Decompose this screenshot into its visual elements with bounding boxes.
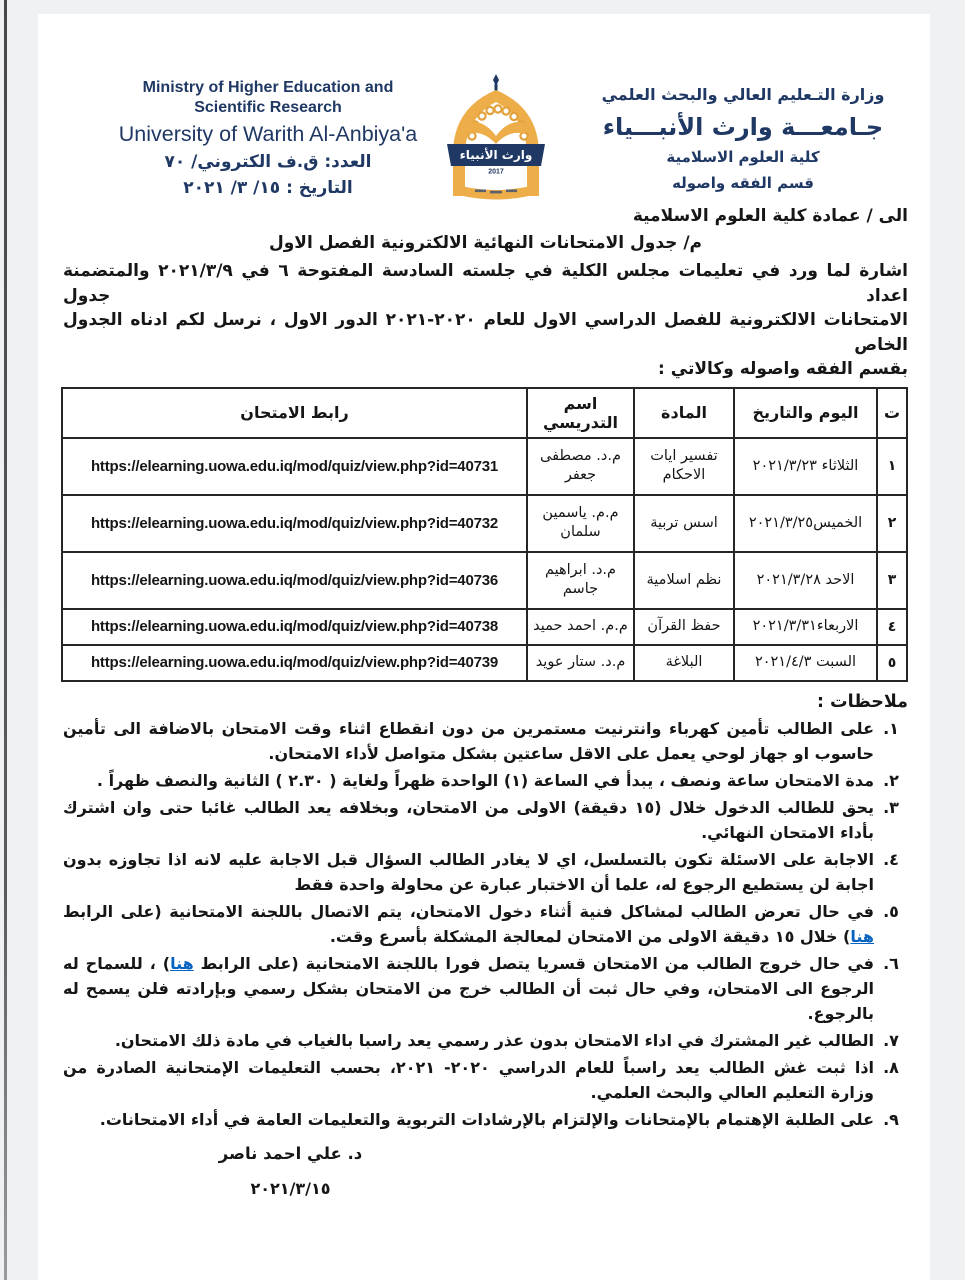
ministry-name-en-line2: Scientific Research bbox=[194, 99, 342, 116]
note-text: يحق للطالب الدخول خلال (١٥ دقيقة) الاولى من الامتحان، وبخلافه يعد الطالب غائبا حتى وان اشترك بأداء الامتحان النهائي. bbox=[63, 797, 875, 842]
note-number: ٤. bbox=[883, 849, 899, 869]
table-row bbox=[62, 552, 907, 609]
note-number: ٧. bbox=[883, 1030, 899, 1050]
note-text-segment: ) ، للسماح له الرجوع الى الامتحان، وفي حال ثبت أن الطالب خرج من الامتحان بشكل رسمي وبإرادته فلن يسمح له بالرجوع. bbox=[63, 953, 874, 1023]
row-number: ٢ bbox=[877, 495, 907, 552]
note-text: مدة الامتحان ساعة ونصف ، يبدأ في الساعة (١) الواحدة ظهراً ولغاية ( ٢.٣٠ ) الثانية والنصف ظهراً . bbox=[96, 770, 874, 790]
row-teacher: م.م. ياسمين سلمان bbox=[527, 495, 634, 552]
note-text-segment: في حال خروج الطالب من الامتحان قسريا يتصل فورا باللجنة الامتحانية (على الرابط bbox=[193, 953, 875, 973]
note-text: على الطالب تأمين كهرباء وانترنيت مستمرين من دون انقطاع اثناء وقت الامتحان بالاضافة الى تأمين حاسوب او جهاز لوحي يعمل على الاقل ساعتين بشكل متواصل لأداء الامتحان. bbox=[63, 718, 874, 763]
row-teacher: م.د. مصطفى جعفر bbox=[527, 438, 634, 495]
subject-line: م/ جدول الامتحانات النهائية الالكترونية الفصل الاول bbox=[268, 233, 703, 253]
row-subject: تفسير ايات الاحكام bbox=[634, 438, 734, 495]
intro-line: اشارة لما ورد في تعليمات مجلس الكلية في جلسته السادسة المفتوحة ٦ في ٢٠٢١/٣/٩ والمتضمنة اعداد جدول bbox=[63, 261, 908, 306]
note-text bbox=[63, 899, 874, 949]
table-row bbox=[62, 438, 907, 495]
intro-paragraph bbox=[63, 259, 908, 382]
signature-block bbox=[203, 1142, 378, 1200]
note-text-segment: في حال تعرض الطالب لمشاكل فنية أثناء دخول الامتحان، يتم الاتصال باللجنة الامتحانية (على الرابط bbox=[63, 901, 874, 921]
row-exam-url: https://elearning.uowa.edu.iq/mod/quiz/view.php?id=40731 bbox=[62, 438, 527, 495]
intro-line: الامتحانات الالكترونية للفصل الدراسي الاول للعام ٢٠٢٠-٢٠٢١ الدور الاول ، نرسل لكم ادناه الجدول الخاص bbox=[63, 310, 908, 355]
row-teacher: م.م. احمد حميد bbox=[527, 609, 634, 645]
row-day-date: الاحد ٢٠٢١/٣/٢٨ bbox=[734, 552, 877, 609]
ministry-name-en-line1: Ministry of Higher Education and bbox=[142, 79, 394, 96]
header-arabic bbox=[578, 84, 908, 193]
row-teacher: م.د. ابراهيم جاسم bbox=[527, 552, 634, 609]
row-day-date: السبت ٢٠٢١/٤/٣ bbox=[734, 645, 877, 681]
note-item bbox=[63, 1055, 908, 1105]
table-row bbox=[62, 609, 907, 645]
row-number: ٤ bbox=[877, 609, 907, 645]
row-subject: اسس تربية bbox=[634, 495, 734, 552]
university-name-en: University of Warith Al-Anbiya'a bbox=[118, 122, 418, 146]
notes-title: ملاحظات : bbox=[816, 691, 908, 712]
note-text-segment: ) خلال ١٥ دقيقة الاولى من الامتحان لمعالجة المشكلة بأسرع وقت. bbox=[329, 926, 851, 946]
signatory-name: د. علي احمد ناصر bbox=[218, 1143, 363, 1163]
document-page bbox=[38, 14, 930, 1280]
intro-line: بقسم الفقه واصوله وكالاتي : bbox=[658, 359, 908, 379]
note-number: ١. bbox=[883, 718, 899, 738]
note-item bbox=[63, 1028, 908, 1053]
note-number: ٦. bbox=[883, 953, 899, 973]
note-text: الطالب غير المشترك في اداء الامتحان بدون عذر رسمي يعد راسبا بالغياب في مادة ذلك الامتحان. bbox=[114, 1030, 874, 1050]
signature-date: ٢٠٢١/٣/١٥ bbox=[250, 1178, 331, 1198]
table-row bbox=[62, 495, 907, 552]
note-text: الاجابة على الاسئلة تكون بالتسلسل، اي لا يغادر الطالب السؤال قبل الاجابة عليه لانه اذا تجاوزه بدون اجابة لن يستطيع الرجوع له، علما أن الاختبار عبارة عن محاولة واحدة فقط bbox=[63, 849, 874, 894]
row-exam-url: https://elearning.uowa.edu.iq/mod/quiz/view.php?id=40736 bbox=[62, 552, 527, 609]
note-text bbox=[63, 951, 874, 1026]
university-name-ar: جـامعـــة وارث الأنبـــياء bbox=[602, 113, 884, 141]
note-number: ٢. bbox=[883, 770, 899, 790]
table-row bbox=[62, 645, 907, 681]
ministry-name-ar: وزارة التـعليم العالي والبحث العلمي bbox=[601, 85, 885, 104]
exam-committee-link[interactable]: هنا bbox=[850, 926, 874, 946]
notes-list bbox=[63, 716, 908, 1132]
row-subject: حفظ القرآن bbox=[634, 609, 734, 645]
note-text: اذا ثبت غش الطالب يعد راسباً للعام الدراسي ٢٠٢٠- ٢٠٢١، بحسب التعليمات الإمتحانية الصادرة من وزارة التعليم العالي والبحث العلمي. bbox=[63, 1057, 875, 1102]
logo-calligraphy-text: وارث الأنبياء bbox=[459, 148, 533, 162]
row-day-date: الاربعاء٢٠٢١/٣/٣١ bbox=[734, 609, 877, 645]
scan-edge-line bbox=[4, 0, 7, 1280]
note-item bbox=[63, 716, 908, 766]
row-exam-url: https://elearning.uowa.edu.iq/mod/quiz/view.php?id=40738 bbox=[62, 609, 527, 645]
col-header-day-date: اليوم والتاريخ bbox=[734, 388, 877, 438]
note-text: على الطلبة الإهتمام بالإمتحانات والإلتزام بالإرشادات التربوية والتعليمات العامة في أداء الامتحانات. bbox=[99, 1109, 874, 1129]
letter-body bbox=[63, 204, 908, 1200]
document-date-line: التاريخ : ١٥/ ٣/ ٢٠٢١ bbox=[183, 178, 353, 198]
row-exam-url: https://elearning.uowa.edu.iq/mod/quiz/view.php?id=40739 bbox=[62, 645, 527, 681]
row-teacher: م.د. ستار عويد bbox=[527, 645, 634, 681]
col-header-teacher: اسم التدريسي bbox=[527, 388, 634, 438]
open-book-icon bbox=[467, 122, 525, 144]
addressee-line: الى / عمادة كلية العلوم الاسلامية bbox=[632, 206, 908, 226]
row-day-date: الخميس٢٠٢١/٣/٢٥ bbox=[734, 495, 877, 552]
department-name: قسم الفقه واصوله bbox=[672, 174, 814, 192]
col-header-no: ت bbox=[877, 388, 907, 438]
exam-schedule-table bbox=[61, 387, 908, 682]
col-header-exam-link: رابط الامتحان bbox=[62, 388, 527, 438]
note-number: ٣. bbox=[883, 797, 899, 817]
logo-year-text: 2017 bbox=[488, 168, 504, 176]
document-number-line: العدد: ق.ف الكتروني/ ٧٠ bbox=[164, 152, 372, 172]
note-number: ٥. bbox=[883, 901, 899, 921]
row-number: ١ bbox=[877, 438, 907, 495]
row-subject: البلاغة bbox=[634, 645, 734, 681]
exam-committee-link[interactable]: هنا bbox=[170, 953, 194, 973]
note-item bbox=[63, 847, 908, 897]
university-logo bbox=[437, 74, 555, 206]
note-number: ٨. bbox=[883, 1057, 899, 1077]
row-subject: نظم اسلامية bbox=[634, 552, 734, 609]
row-number: ٣ bbox=[877, 552, 907, 609]
row-number: ٥ bbox=[877, 645, 907, 681]
table-header-row bbox=[62, 388, 907, 438]
note-item bbox=[63, 899, 908, 949]
note-item bbox=[63, 1107, 908, 1132]
note-number: ٩. bbox=[883, 1109, 899, 1129]
note-item bbox=[63, 768, 908, 793]
note-item bbox=[63, 951, 908, 1026]
row-exam-url: https://elearning.uowa.edu.iq/mod/quiz/view.php?id=40732 bbox=[62, 495, 527, 552]
row-day-date: الثلاثاء ٢٠٢١/٣/٢٣ bbox=[734, 438, 877, 495]
college-name: كلية العلوم الاسلامية bbox=[666, 148, 820, 166]
note-item bbox=[63, 795, 908, 845]
col-header-subject: المادة bbox=[634, 388, 734, 438]
header-english bbox=[68, 78, 468, 200]
